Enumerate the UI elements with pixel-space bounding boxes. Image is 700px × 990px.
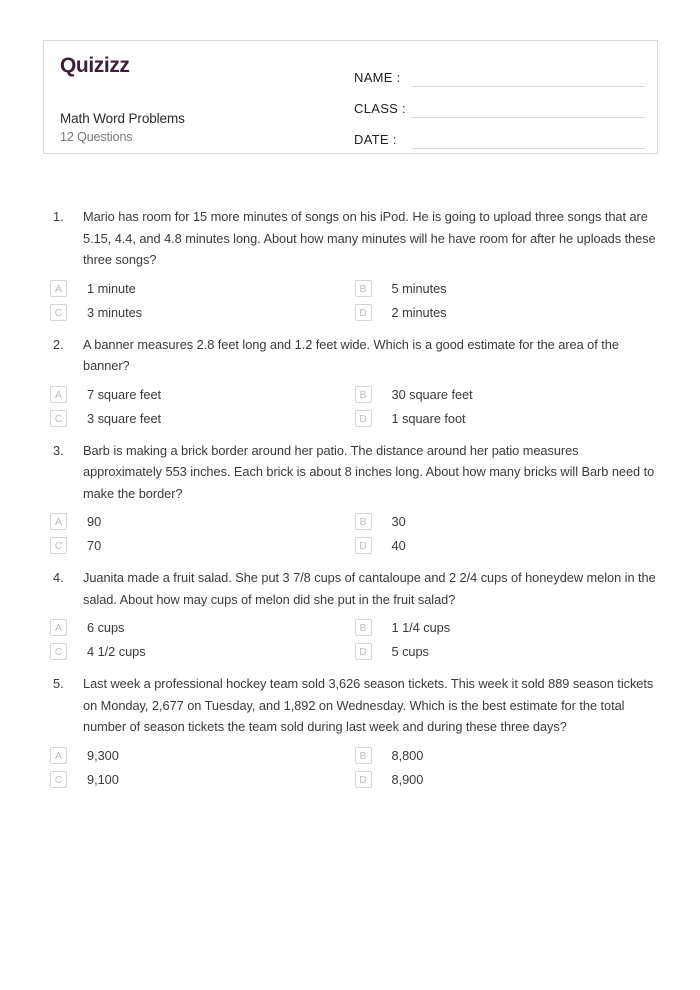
student-info-fields [354, 41, 657, 153]
answer-option-a[interactable] [43, 513, 351, 530]
answer-option-text: 1 1/4 cups [391, 620, 451, 635]
answer-option-text: 9,100 [87, 771, 119, 787]
answer-option-d[interactable] [351, 410, 659, 427]
answer-option-b[interactable] [351, 386, 659, 403]
answer-option-letter: C [50, 410, 67, 427]
answer-option-a[interactable] [43, 280, 351, 297]
question-row [43, 440, 658, 505]
answer-option-row [43, 304, 658, 321]
answer-options [43, 747, 658, 788]
answer-option-letter: B [355, 747, 372, 764]
answer-option-text: 8,800 [391, 747, 424, 763]
date-field-row [354, 121, 657, 149]
answer-option-b[interactable] [351, 747, 659, 764]
answer-option-text: 6 cups [87, 620, 125, 635]
answer-option-text: 5 minutes [391, 280, 447, 296]
answer-option-text: 1 square foot [391, 410, 466, 426]
answer-option-a[interactable] [43, 747, 351, 764]
answer-option-row [43, 386, 658, 403]
answer-option-d[interactable] [351, 304, 659, 321]
name-field-row [354, 59, 657, 87]
answer-option-letter: C [50, 304, 67, 321]
answer-option-text: 9,300 [87, 747, 119, 763]
answer-option-text: 3 square feet [87, 410, 162, 426]
question-row [43, 567, 658, 610]
answer-option-row [43, 771, 658, 788]
question-row [43, 334, 658, 377]
date-field-label: DATE : [354, 132, 397, 147]
class-field-label: CLASS : [354, 101, 406, 116]
question-block [43, 334, 658, 427]
question-number: 4. [53, 570, 64, 585]
answer-options [43, 386, 658, 427]
answer-option-text: 40 [391, 538, 406, 553]
answer-option-letter: C [50, 771, 67, 788]
answer-option-text: 3 minutes [87, 304, 143, 320]
answer-option-text: 30 [391, 514, 406, 529]
page-title: Math Word Problems [60, 111, 185, 126]
answer-option-c[interactable] [43, 304, 351, 321]
answer-option-text: 90 [87, 514, 102, 529]
header-left-panel [44, 41, 354, 153]
answer-option-letter: B [355, 513, 372, 530]
answer-option-d[interactable] [351, 537, 659, 554]
answer-option-text: 1 minute [87, 280, 136, 296]
quizizz-logo: Quizizz [60, 54, 130, 77]
question-number: 2. [53, 336, 64, 352]
answer-option-letter: A [50, 386, 67, 403]
answer-option-letter: A [50, 280, 67, 297]
question-block [43, 673, 658, 788]
name-field-label: NAME : [354, 70, 401, 85]
questions-list [43, 206, 658, 801]
answer-options [43, 280, 658, 321]
question-block [43, 440, 658, 555]
answer-option-row [43, 410, 658, 427]
question-number: 1. [53, 209, 64, 224]
question-number: 3. [53, 442, 64, 458]
answer-option-a[interactable] [43, 386, 351, 403]
answer-option-letter: A [50, 747, 67, 764]
answer-option-letter: B [355, 619, 372, 636]
answer-option-b[interactable] [351, 280, 659, 297]
worksheet-header [43, 40, 658, 154]
answer-option-letter: C [50, 537, 67, 554]
question-text: A banner measures 2.8 feet long and 1.2 feet wide. Which is a good estimate for the area of the banner? [83, 336, 619, 373]
answer-option-letter: B [355, 386, 372, 403]
answer-option-b[interactable] [351, 619, 659, 636]
answer-option-c[interactable] [43, 771, 351, 788]
answer-option-row [43, 280, 658, 297]
answer-option-c[interactable] [43, 537, 351, 554]
answer-option-text: 70 [87, 538, 102, 553]
answer-options [43, 513, 658, 554]
answer-option-c[interactable] [43, 410, 351, 427]
answer-option-text: 2 minutes [391, 304, 447, 320]
question-block [43, 567, 658, 660]
answer-option-text: 30 square feet [391, 386, 473, 402]
answer-option-a[interactable] [43, 619, 351, 636]
answer-option-row [43, 747, 658, 764]
answer-option-d[interactable] [351, 771, 659, 788]
answer-option-letter: D [355, 771, 372, 788]
question-text: Juanita made a fruit salad. She put 3 7/8 cups of cantaloupe and 2 2/4 cups of honeydew melon in the salad. About how may cups of melon did she put in the fruit salad? [83, 570, 656, 607]
answer-options [43, 619, 658, 660]
question-text: Last week a professional hockey team sold 3,626 season tickets. This week it sold 889 season tickets on Monday, 2,677 on Tuesday, and 1,892 on Wednesday. Which is the best estimate for the total number of season tickets the team sold during last week and during these three days? [83, 676, 654, 734]
question-row [43, 673, 658, 738]
answer-option-letter: A [50, 513, 67, 530]
answer-option-letter: B [355, 280, 372, 297]
date-input-line[interactable] [412, 128, 645, 149]
answer-option-letter: D [355, 537, 372, 554]
answer-option-b[interactable] [351, 513, 659, 530]
question-number: 5. [53, 676, 64, 691]
name-input-line[interactable] [412, 66, 645, 87]
answer-option-text: 5 cups [391, 644, 429, 659]
question-row [43, 206, 658, 271]
answer-option-letter: A [50, 619, 67, 636]
answer-option-letter: D [355, 410, 372, 427]
answer-option-letter: D [355, 304, 372, 321]
question-text: Barb is making a brick border around her patio. The distance around her patio measures approximately 553 inches. Each brick is about 8 inches long. About how many bricks will Barb need to make the border? [83, 442, 655, 501]
question-count-label: 12 Questions [60, 130, 133, 144]
answer-option-c[interactable] [43, 643, 351, 660]
answer-option-text: 8,900 [391, 771, 424, 787]
answer-option-row [43, 537, 658, 554]
answer-option-row [43, 619, 658, 636]
answer-option-row [43, 643, 658, 660]
answer-option-letter: D [355, 643, 372, 660]
answer-option-text: 4 1/2 cups [87, 644, 146, 659]
class-input-line[interactable] [412, 97, 645, 118]
answer-option-row [43, 513, 658, 530]
class-field-row [354, 90, 657, 118]
question-text: Mario has room for 15 more minutes of songs on his iPod. He is going to upload three songs that are 5.15, 4.4, and 4.8 minutes long. About how many minutes will he have room for after he uploads these three songs? [83, 209, 656, 267]
answer-option-letter: C [50, 643, 67, 660]
answer-option-text: 7 square feet [87, 386, 162, 402]
question-block [43, 206, 658, 321]
answer-option-d[interactable] [351, 643, 659, 660]
